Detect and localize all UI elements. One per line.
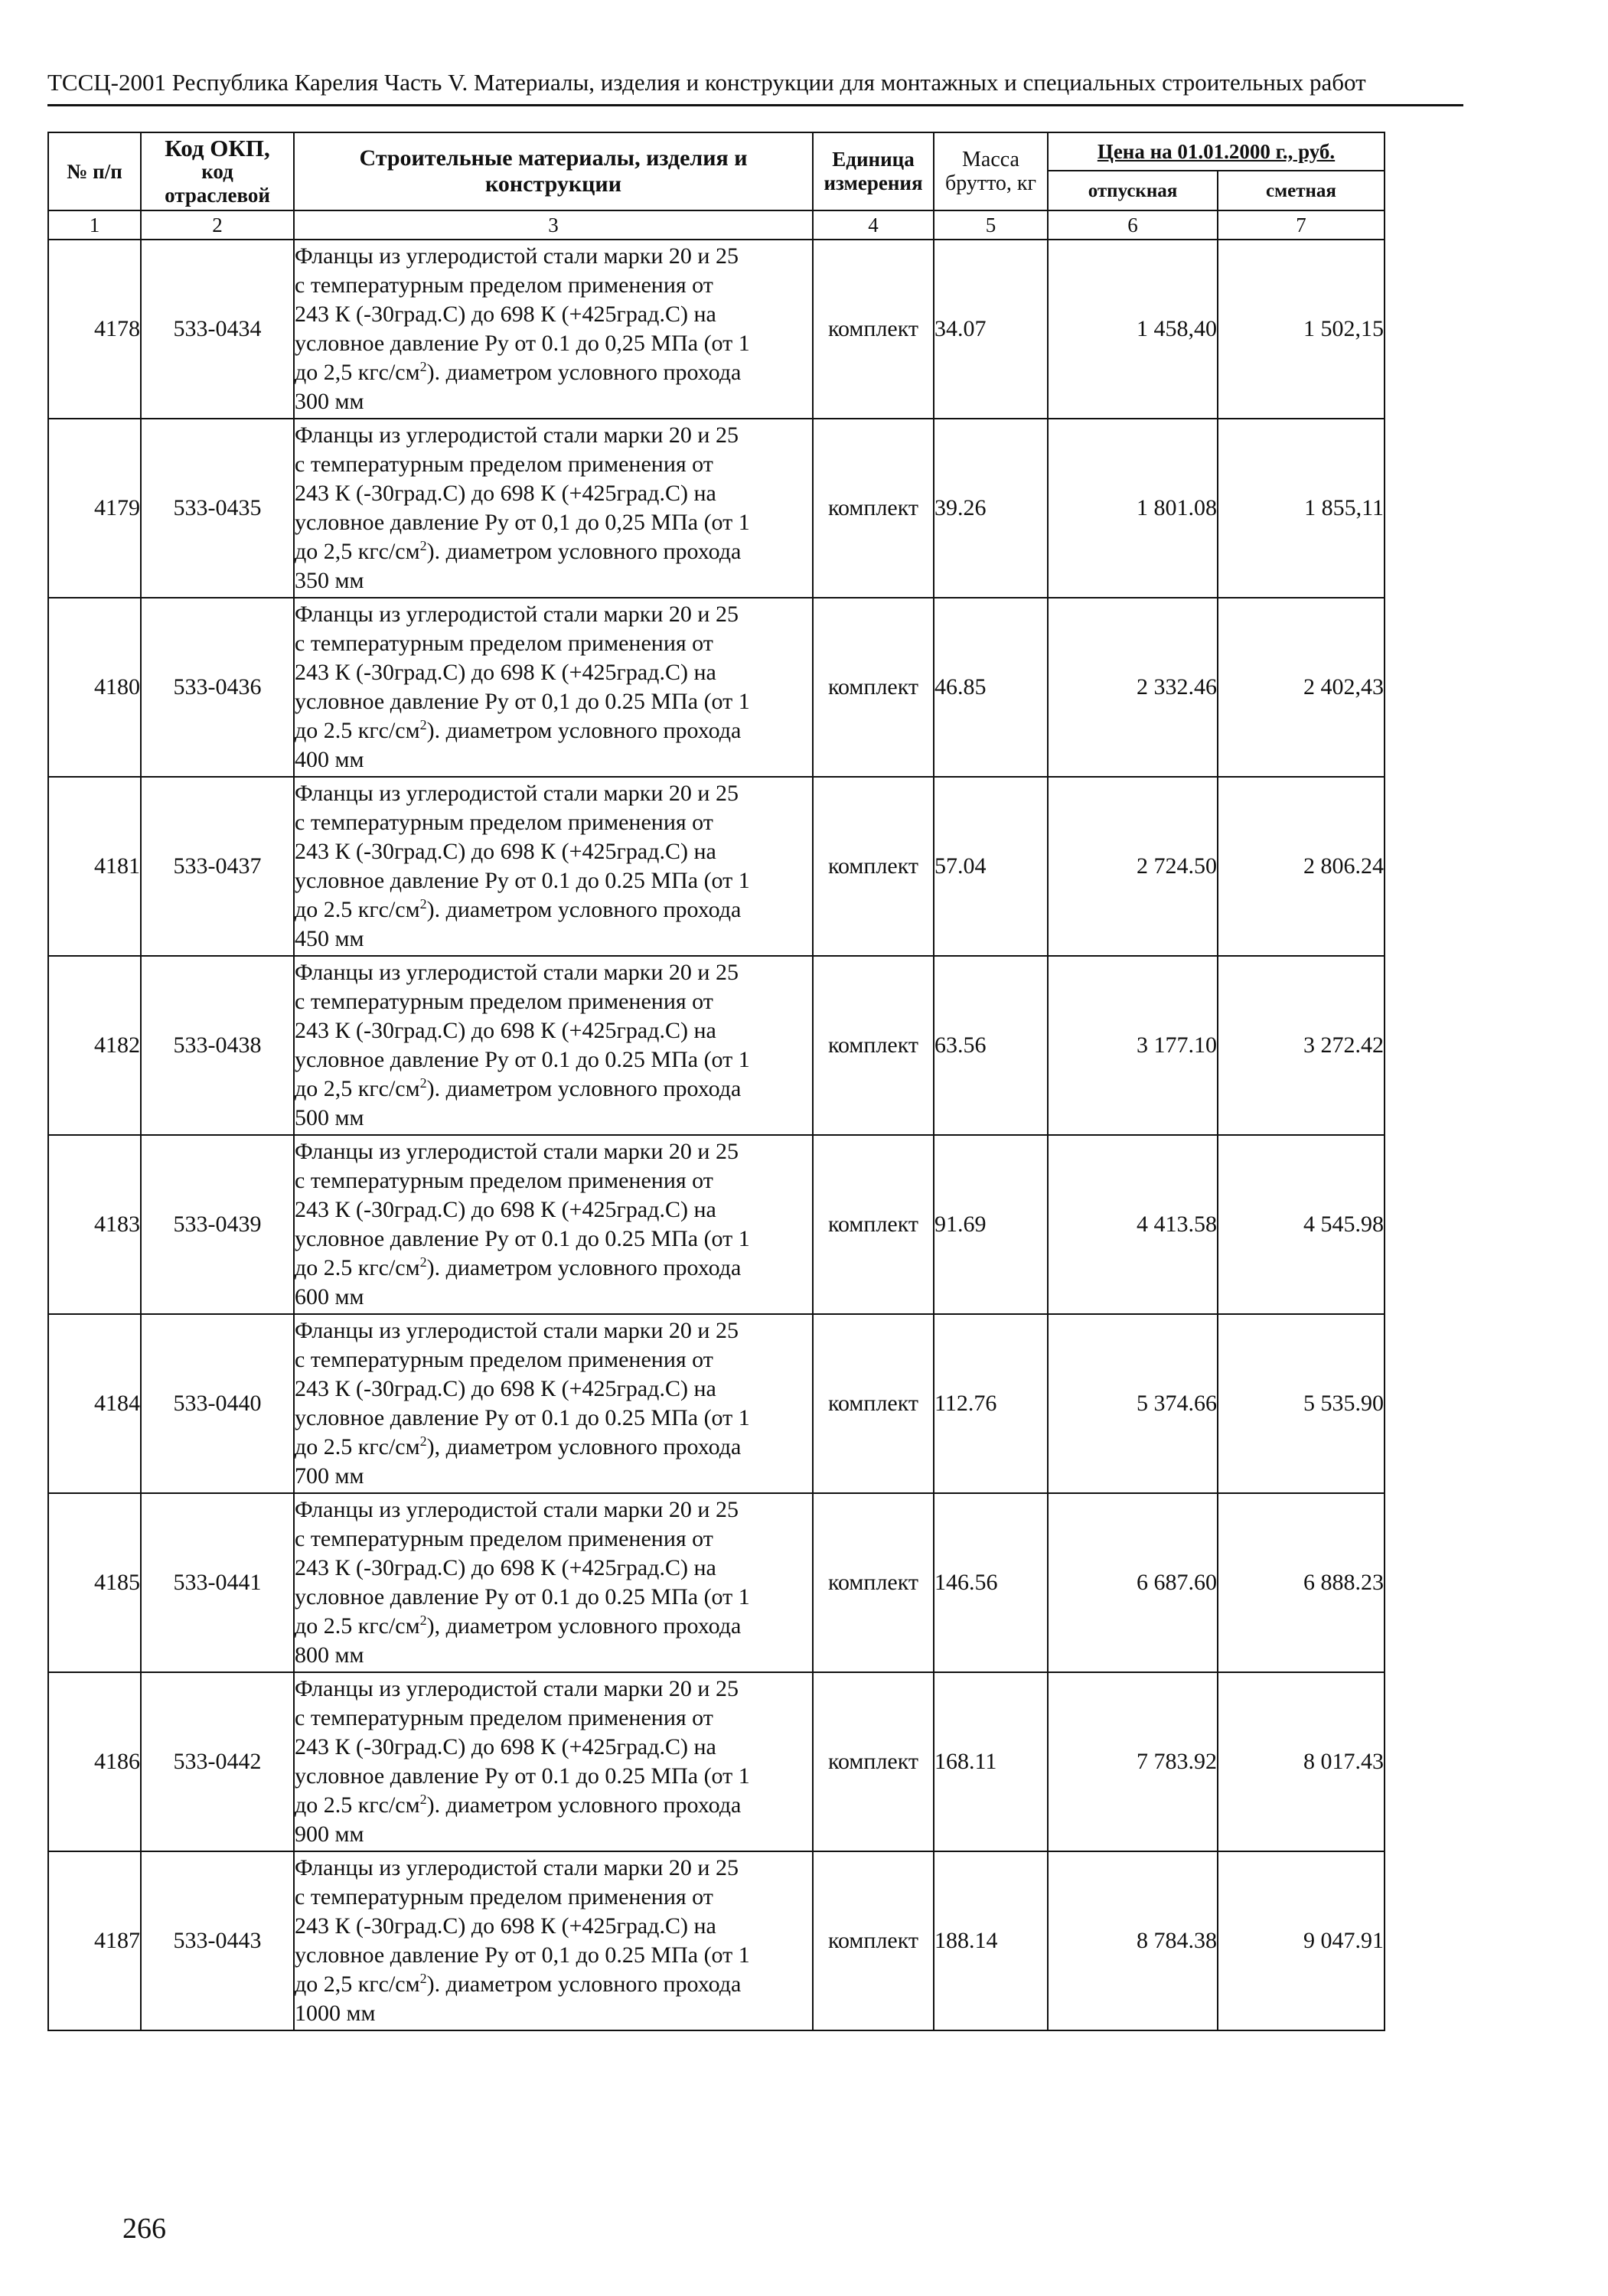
desc-line: 243 К (-30град.С) до 698 К (+425град.С) на xyxy=(295,1018,716,1043)
table-row xyxy=(48,956,1385,1135)
desc-line: 400 мм xyxy=(295,747,364,772)
desc-superscript: 2 xyxy=(419,1433,427,1449)
desc-fragment: ). диаметром условного прохода xyxy=(426,1076,742,1101)
desc-line: 1000 мм xyxy=(295,2001,376,2026)
desc-line: условное давление Ру от 0.1 до 0.25 МПа (от 1 xyxy=(295,1226,750,1251)
desc-line: условное давление Ру от 0.1 до 0,25 МПа (от 1 xyxy=(295,331,750,356)
table-row xyxy=(48,777,1385,956)
header-unit xyxy=(813,132,934,210)
row-number: 4179 xyxy=(48,419,141,598)
row-mass: 188.14 xyxy=(934,1851,1048,2030)
desc-fragment: ), диаметром условного прохода xyxy=(426,1613,742,1639)
desc-fragment: ). диаметром условного прохода xyxy=(426,897,742,922)
desc-line xyxy=(295,537,812,566)
row-mass: 168.11 xyxy=(934,1672,1048,1851)
desc-superscript: 2 xyxy=(419,1254,427,1270)
row-price-estimate: 9 047.91 xyxy=(1218,1851,1385,2030)
desc-line: 450 мм xyxy=(295,926,364,951)
page-header-title: ТССЦ-2001 Республика Карелия Часть V. Материалы, изделия и конструкции для монтажных и специальных строительных работ xyxy=(47,69,1366,96)
col-number: 3 xyxy=(294,210,813,240)
desc-line: Фланцы из углеродистой стали марки 20 и 25 xyxy=(295,243,739,269)
row-price-estimate: 2 402,43 xyxy=(1218,598,1385,777)
desc-line: условное давление Ру от 0.1 до 0.25 МПа (от 1 xyxy=(295,1047,750,1072)
header-unit-line2: измерения xyxy=(824,171,923,194)
col-number: 2 xyxy=(141,210,294,240)
desc-line: с температурным пределом применения от xyxy=(295,631,713,656)
desc-line: 700 мм xyxy=(295,1463,364,1489)
row-unit: комплект xyxy=(813,1493,934,1672)
desc-superscript: 2 xyxy=(419,896,427,912)
desc-fragment: ). диаметром условного прохода xyxy=(426,360,742,385)
desc-superscript: 2 xyxy=(419,1075,427,1091)
row-mass: 34.07 xyxy=(934,240,1048,419)
page-number: 266 xyxy=(122,2213,166,2245)
row-description xyxy=(294,1851,813,2030)
row-unit: комплект xyxy=(813,419,934,598)
desc-fragment: до 2.5 кгс/см xyxy=(295,718,420,743)
desc-fragment: ). диаметром условного прохода xyxy=(426,1255,742,1280)
desc-line: условное давление Ру от 0,1 до 0.25 МПа (от 1 xyxy=(295,1942,750,1968)
desc-line: с температурным пределом применения от xyxy=(295,989,713,1014)
row-price-estimate: 5 535.90 xyxy=(1218,1314,1385,1493)
header-price: Цена на 01.01.2000 г., руб. xyxy=(1048,132,1385,171)
desc-line: 243 К (-30град.С) до 698 К (+425град.С) на xyxy=(295,1734,716,1760)
row-number: 4182 xyxy=(48,956,141,1135)
desc-line: 243 К (-30град.С) до 698 К (+425град.С) на xyxy=(295,481,716,506)
desc-superscript: 2 xyxy=(419,1613,427,1628)
table-row xyxy=(48,1851,1385,2030)
desc-line xyxy=(295,1612,812,1641)
row-number: 4186 xyxy=(48,1672,141,1851)
table-row xyxy=(48,1314,1385,1493)
desc-line xyxy=(295,358,812,387)
row-mass: 57.04 xyxy=(934,777,1048,956)
row-price-release: 4 413.58 xyxy=(1048,1135,1218,1314)
desc-line: 243 К (-30град.С) до 698 К (+425град.С) на xyxy=(295,839,716,864)
row-price-estimate: 6 888.23 xyxy=(1218,1493,1385,1672)
header-materials-line1: Строительные материалы, изделия и xyxy=(359,145,748,171)
desc-line: 243 К (-30град.С) до 698 К (+425град.С) на xyxy=(295,1197,716,1222)
desc-line xyxy=(295,1075,812,1104)
row-code: 533-0434 xyxy=(141,240,294,419)
row-price-release: 1 458,40 xyxy=(1048,240,1218,419)
row-description xyxy=(294,1314,813,1493)
desc-line: 300 мм xyxy=(295,389,364,414)
desc-line: 800 мм xyxy=(295,1642,364,1668)
row-description xyxy=(294,777,813,956)
desc-line: Фланцы из углеродистой стали марки 20 и 25 xyxy=(295,1855,739,1880)
desc-line: условное давление Ру от 0.1 до 0.25 МПа (от 1 xyxy=(295,1763,750,1789)
desc-line: 243 К (-30град.С) до 698 К (+425град.С) на xyxy=(295,660,716,685)
row-price-estimate: 3 272.42 xyxy=(1218,956,1385,1135)
desc-line: условное давление Ру от 0,1 до 0,25 МПа (от 1 xyxy=(295,510,750,535)
row-price-release: 6 687.60 xyxy=(1048,1493,1218,1672)
desc-fragment: ). диаметром условного прохода xyxy=(426,1971,742,1997)
desc-fragment: ). диаметром условного прохода xyxy=(426,1792,742,1818)
row-number: 4187 xyxy=(48,1851,141,2030)
desc-fragment: до 2.5 кгс/см xyxy=(295,1255,420,1280)
desc-line: с температурным пределом применения от xyxy=(295,1705,713,1730)
col-number: 1 xyxy=(48,210,141,240)
desc-line: Фланцы из углеродистой стали марки 20 и 25 xyxy=(295,781,739,806)
row-code: 533-0436 xyxy=(141,598,294,777)
desc-fragment: до 2.5 кгс/см xyxy=(295,1613,420,1639)
header-mass-line1: Масса xyxy=(962,148,1019,171)
row-price-release: 2 332.46 xyxy=(1048,598,1218,777)
row-code: 533-0443 xyxy=(141,1851,294,2030)
row-code: 533-0435 xyxy=(141,419,294,598)
desc-fragment: до 2,5 кгс/см xyxy=(295,360,420,385)
header-num: № п/п xyxy=(48,132,141,210)
desc-superscript: 2 xyxy=(419,1971,427,1986)
row-code: 533-0441 xyxy=(141,1493,294,1672)
row-price-release: 1 801.08 xyxy=(1048,419,1218,598)
col-number: 5 xyxy=(934,210,1048,240)
header-mass-line2: брутто, кг xyxy=(944,171,1037,195)
row-price-estimate: 8 017.43 xyxy=(1218,1672,1385,1851)
row-code: 533-0439 xyxy=(141,1135,294,1314)
row-unit: комплект xyxy=(813,1851,934,2030)
desc-fragment: до 2,5 кгс/см xyxy=(295,1971,420,1997)
row-code: 533-0442 xyxy=(141,1672,294,1851)
row-description xyxy=(294,956,813,1135)
desc-line xyxy=(295,1254,812,1283)
desc-fragment: ), диаметром условного прохода xyxy=(426,1434,742,1459)
column-number-row xyxy=(48,210,1385,240)
col-number: 4 xyxy=(813,210,934,240)
desc-line: Фланцы из углеродистой стали марки 20 и 25 xyxy=(295,1676,739,1701)
row-number: 4185 xyxy=(48,1493,141,1672)
desc-line: с температурным пределом применения от xyxy=(295,1168,713,1193)
row-unit: комплект xyxy=(813,1672,934,1851)
row-mass: 112.76 xyxy=(934,1314,1048,1493)
header-mass xyxy=(934,132,1048,210)
row-description xyxy=(294,598,813,777)
desc-fragment: до 2,5 кгс/см xyxy=(295,1076,420,1101)
desc-superscript: 2 xyxy=(419,717,427,732)
desc-line: 500 мм xyxy=(295,1105,364,1130)
row-unit: комплект xyxy=(813,1314,934,1493)
row-mass: 46.85 xyxy=(934,598,1048,777)
row-number: 4184 xyxy=(48,1314,141,1493)
row-description xyxy=(294,1135,813,1314)
row-mass: 63.56 xyxy=(934,956,1048,1135)
row-price-estimate: 1 855,11 xyxy=(1218,419,1385,598)
header-okp xyxy=(141,132,294,210)
table-row xyxy=(48,1672,1385,1851)
header-price-release: отпускная xyxy=(1048,171,1218,210)
header-okp-line3: отраслевой xyxy=(165,183,270,207)
row-description xyxy=(294,419,813,598)
desc-line: 243 К (-30град.С) до 698 К (+425град.С) на xyxy=(295,1555,716,1580)
row-code: 533-0440 xyxy=(141,1314,294,1493)
row-mass: 91.69 xyxy=(934,1135,1048,1314)
row-price-release: 3 177.10 xyxy=(1048,956,1218,1135)
row-number: 4178 xyxy=(48,240,141,419)
desc-superscript: 2 xyxy=(419,359,427,374)
row-price-estimate: 2 806.24 xyxy=(1218,777,1385,956)
desc-line xyxy=(295,1791,812,1820)
desc-line xyxy=(295,1433,812,1462)
desc-line: Фланцы из углеродистой стали марки 20 и 25 xyxy=(295,1139,739,1164)
desc-fragment: ). диаметром условного прохода xyxy=(426,539,742,564)
desc-line: 243 К (-30град.С) до 698 К (+425град.С) на xyxy=(295,1913,716,1939)
desc-line: условное давление Ру от 0,1 до 0.25 МПа (от 1 xyxy=(295,689,750,714)
row-number: 4181 xyxy=(48,777,141,956)
desc-line: условное давление Ру от 0.1 до 0.25 МПа (от 1 xyxy=(295,868,750,893)
row-unit: комплект xyxy=(813,240,934,419)
table-row xyxy=(48,419,1385,598)
desc-line: с температурным пределом применения от xyxy=(295,1347,713,1372)
desc-line: 350 мм xyxy=(295,568,364,593)
header-okp-line1: Код ОКП, xyxy=(165,134,270,161)
col-number: 7 xyxy=(1218,210,1385,240)
row-description xyxy=(294,1672,813,1851)
row-price-release: 7 783.92 xyxy=(1048,1672,1218,1851)
desc-superscript: 2 xyxy=(419,538,427,553)
header-materials-line2: конструкции xyxy=(484,171,622,197)
desc-line: условное давление Ру от 0.1 до 0.25 МПа (от 1 xyxy=(295,1584,750,1609)
header-okp-line2: код xyxy=(201,159,233,183)
row-mass: 146.56 xyxy=(934,1493,1048,1672)
row-price-estimate: 1 502,15 xyxy=(1218,240,1385,419)
desc-line: 600 мм xyxy=(295,1284,364,1309)
desc-superscript: 2 xyxy=(419,1792,427,1807)
table-row xyxy=(48,1135,1385,1314)
desc-line: 243 К (-30град.С) до 698 К (+425град.С) на xyxy=(295,302,716,327)
desc-fragment: до 2.5 кгс/см xyxy=(295,1434,420,1459)
row-number: 4180 xyxy=(48,598,141,777)
row-number: 4183 xyxy=(48,1135,141,1314)
desc-line xyxy=(295,895,812,925)
desc-line xyxy=(295,716,812,745)
table-row xyxy=(48,598,1385,777)
desc-line xyxy=(295,1970,812,1999)
desc-fragment: до 2.5 кгс/см xyxy=(295,897,420,922)
desc-line: 900 мм xyxy=(295,1821,364,1847)
desc-line: условное давление Ру от 0.1 до 0.25 МПа (от 1 xyxy=(295,1405,750,1430)
header-materials xyxy=(294,132,813,210)
row-description xyxy=(294,240,813,419)
row-code: 533-0437 xyxy=(141,777,294,956)
header-rule xyxy=(47,104,1463,106)
desc-line: Фланцы из углеродистой стали марки 20 и 25 xyxy=(295,422,739,448)
header-price-estimate: сметная xyxy=(1218,171,1385,210)
row-price-estimate: 4 545.98 xyxy=(1218,1135,1385,1314)
table-row xyxy=(48,240,1385,419)
row-unit: комплект xyxy=(813,1135,934,1314)
row-price-release: 8 784.38 xyxy=(1048,1851,1218,2030)
desc-fragment: до 2,5 кгс/см xyxy=(295,539,420,564)
row-price-release: 2 724.50 xyxy=(1048,777,1218,956)
desc-line: Фланцы из углеродистой стали марки 20 и 25 xyxy=(295,602,739,627)
desc-line: с температурным пределом применения от xyxy=(295,452,713,477)
desc-line: с температурным пределом применения от xyxy=(295,1884,713,1910)
price-table xyxy=(47,132,1385,2031)
desc-line: с температурным пределом применения от xyxy=(295,1526,713,1551)
row-unit: комплект xyxy=(813,777,934,956)
desc-line: Фланцы из углеродистой стали марки 20 и 25 xyxy=(295,960,739,985)
desc-line: 243 К (-30град.С) до 698 К (+425град.С) на xyxy=(295,1376,716,1401)
desc-fragment: ). диаметром условного прохода xyxy=(426,718,742,743)
header-unit-line1: Единица xyxy=(832,148,915,171)
col-number: 6 xyxy=(1048,210,1218,240)
desc-line: с температурным пределом применения от xyxy=(295,810,713,835)
desc-line: Фланцы из углеродистой стали марки 20 и 25 xyxy=(295,1497,739,1522)
row-unit: комплект xyxy=(813,598,934,777)
row-mass: 39.26 xyxy=(934,419,1048,598)
row-description xyxy=(294,1493,813,1672)
row-unit: комплект xyxy=(813,956,934,1135)
desc-line: Фланцы из углеродистой стали марки 20 и 25 xyxy=(295,1318,739,1343)
row-price-release: 5 374.66 xyxy=(1048,1314,1218,1493)
row-code: 533-0438 xyxy=(141,956,294,1135)
table-row xyxy=(48,1493,1385,1672)
desc-line: с температурным пределом применения от xyxy=(295,272,713,298)
desc-fragment: до 2.5 кгс/см xyxy=(295,1792,420,1818)
